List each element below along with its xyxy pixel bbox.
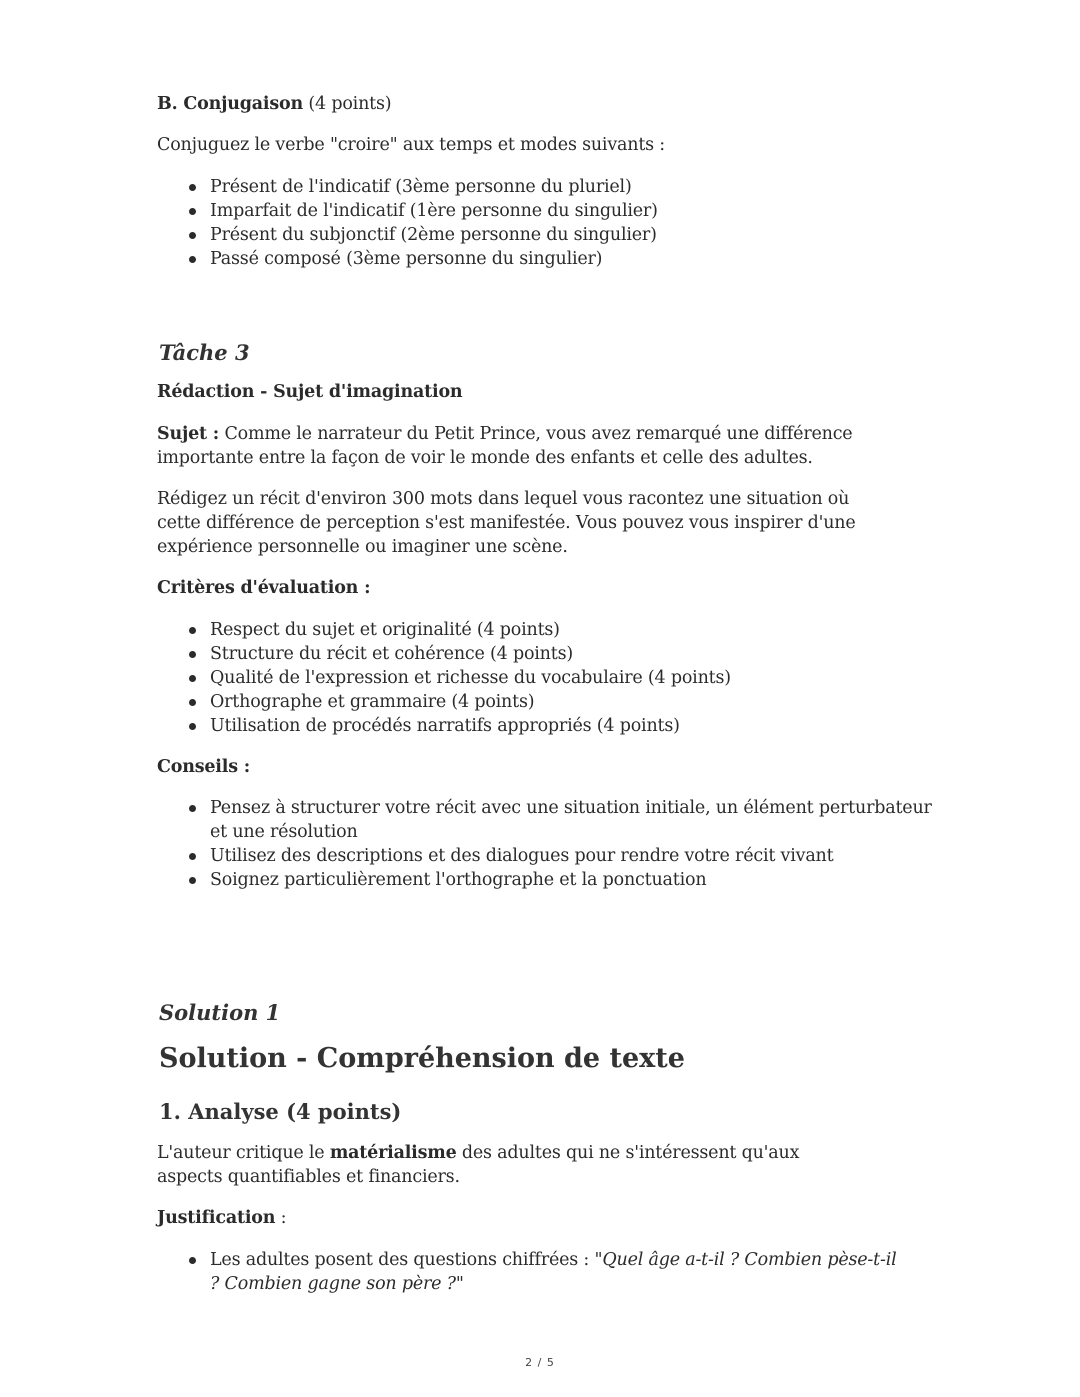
justification-item-text: Les adultes posent des questions chiffrées : — [210, 1250, 595, 1270]
advice-list — [157, 796, 937, 892]
list-item: Soignez particulièrement l'orthographe et la ponctuation — [157, 868, 937, 892]
conjugaison-title: B. Conjugaison — [157, 94, 304, 114]
justification-heading — [157, 1206, 286, 1230]
list-item: Pensez à structurer votre récit avec une situation initiale, un élément perturbateur et une résolution — [157, 796, 937, 844]
conjugaison-list — [157, 175, 937, 271]
list-item: Présent du subjonctif (2ème personne du singulier) — [157, 223, 937, 247]
solution1-title: Solution - Compréhension de texte — [159, 1043, 685, 1074]
list-item: Structure du récit et cohérence (4 points) — [157, 642, 937, 666]
list-item: Présent de l'indicatif (3ème personne du pluriel) — [157, 175, 937, 199]
justification-item-quote: "Quel âge a-t-il ? Combien pèse-t-il ? Combien gagne son père ?" — [210, 1250, 897, 1294]
justification-list — [157, 1248, 897, 1296]
analysis-heading: 1. Analyse (4 points) — [159, 1099, 402, 1124]
list-item: Imparfait de l'indicatif (1ère personne du singulier) — [157, 199, 937, 223]
sujet-label: Sujet : — [157, 424, 220, 444]
solution1-label: Solution 1 — [159, 1000, 281, 1025]
sujet-text: Comme le narrateur du Petit Prince, vous avez remarqué une différence importante entre la façon de voir le monde des enfants et celle des adultes. — [157, 424, 853, 468]
criteria-label: Critères d'évaluation : — [157, 578, 371, 598]
task3-instructions: Rédigez un récit d'environ 300 mots dans lequel vous racontez une situation où cette différence de perception s'est manifestée. Vous pouvez vous inspirer d'une expérience personnelle ou imaginer une scène. — [157, 489, 856, 557]
task3-sujet — [157, 422, 927, 470]
advice-label: Conseils : — [157, 757, 251, 777]
list-item: Utilisez des descriptions et des dialogues pour rendre votre récit vivant — [157, 844, 937, 868]
analysis-text-end: des adultes qui ne s'intéressent qu'aux aspects quantifiables et financiers. — [157, 1143, 800, 1187]
conjugaison-instruction: Conjuguez le verbe "croire" aux temps et modes suivants : — [157, 135, 665, 155]
conjugaison-heading — [157, 92, 391, 116]
justification-label: Justification — [157, 1208, 276, 1228]
list-item: Passé composé (3ème personne du singulier) — [157, 247, 937, 271]
criteria-list — [157, 618, 937, 738]
analysis-text — [157, 1141, 857, 1189]
list-item — [157, 1248, 897, 1296]
list-item: Utilisation de procédés narratifs appropriés (4 points) — [157, 714, 937, 738]
list-item: Orthographe et grammaire (4 points) — [157, 690, 937, 714]
analysis-text-start: L'auteur critique le — [157, 1143, 330, 1163]
analysis-keyword: matérialisme — [329, 1143, 457, 1163]
conjugaison-points: (4 points) — [308, 94, 392, 114]
list-item: Qualité de l'expression et richesse du vocabulaire (4 points) — [157, 666, 937, 690]
task3-title: Tâche 3 — [159, 340, 250, 365]
list-item: Respect du sujet et originalité (4 points) — [157, 618, 937, 642]
page-number: 2 / 5 — [525, 1356, 555, 1369]
task3-subtitle: Rédaction - Sujet d'imagination — [157, 382, 463, 402]
justification-colon: : — [275, 1208, 287, 1228]
